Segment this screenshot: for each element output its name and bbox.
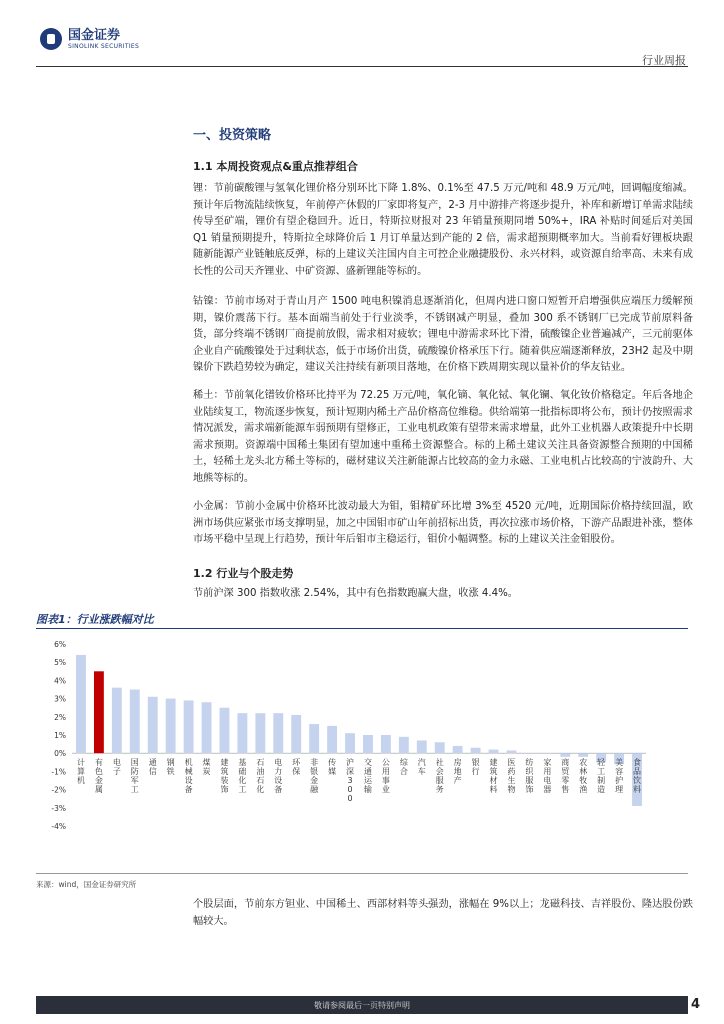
x-tick-label: 商贸零售	[561, 758, 570, 795]
section-title: 一、投资策略	[193, 128, 272, 143]
bar-19	[417, 740, 427, 753]
x-tick-label: 美容护理	[615, 758, 624, 795]
bar-13	[309, 724, 319, 753]
x-tick-label: 煤炭	[202, 758, 211, 777]
x-tick-label: 农林牧渔	[579, 758, 588, 795]
bar-25	[524, 753, 534, 754]
y-tick-label: 6%	[54, 640, 66, 649]
logo-name-en: SINOLINK SECURITIES	[68, 42, 140, 50]
bar-0	[76, 655, 86, 753]
logo-icon	[40, 28, 62, 50]
x-tick-label: 家用电器	[543, 758, 552, 795]
y-tick-label: 3%	[54, 694, 66, 704]
subsection-title-2: 1.2 行业与个股走势	[193, 567, 294, 580]
x-tick-label: 社会服务	[435, 758, 444, 795]
bar-8	[220, 708, 230, 754]
subsection-title-1: 1.1 本周投资观点&重点推荐组合	[193, 160, 358, 173]
y-tick-label: -2%	[51, 785, 66, 795]
y-tick-label: 2%	[54, 712, 66, 722]
x-tick-label: 食品饮料	[633, 758, 642, 795]
figure-source: 来源：wind，国金证券研究所	[36, 880, 137, 889]
x-tick-label: 环保	[292, 758, 301, 777]
paragraph-stocks: 个股层面，节前东方钽业、中国稀土、西部材料等头强劲，涨幅在 9%以上；龙磁科技、吉祥股份、隆达股份跌幅较大。	[193, 899, 693, 927]
bar-26	[542, 753, 552, 754]
x-tick-label: 通信	[148, 758, 157, 777]
y-tick-label: -3%	[51, 803, 66, 813]
logo-name-cn: 国金证券	[68, 27, 121, 43]
y-tick-label: -1%	[51, 767, 66, 777]
page-number: 4	[690, 997, 700, 1012]
footer-disclaimer: 敬请参阅最后一页特别声明	[314, 1001, 410, 1010]
y-tick-label: 5%	[54, 658, 66, 668]
paragraph-nickel: 钴镍：节前市场对于青山月产 1500 吨电积镍消息逐渐消化，但周内进口窗口短暂开启增强供应端压力缓解预期，镍价震荡下行。基本面端当前处于行业淡季，不锈钢减产明显，叠加 300 系不锈钢厂已完成节前原料备货，部分终端不锈钢厂商提前放假，需求相对疲软；锂电中游需求环比下滑，硫酸镍企业普遍减产，三元前驱体企业自产硫酸镍处于过剩状态，低于市场价出货，硫酸镍价格承压下行。随着供应端逐渐释放，23H2 起及中期镍价下跌趋势较为确定，建议关注持续有新项目落地，在价格下跌周期实现以量补价的华友钴业。	[193, 296, 693, 374]
x-tick-label: 电子	[112, 758, 121, 777]
x-tick-label: 公用事业	[381, 758, 390, 795]
report-type: 行业周报	[642, 54, 686, 67]
header-divider	[36, 66, 688, 67]
x-tick-label: 钢铁	[166, 758, 175, 777]
company-logo	[40, 28, 139, 50]
bar-9	[237, 713, 247, 753]
paragraph-lithium: 锂：节前碳酸锂与氢氧化锂价格分别环比下降 1.8%、0.1%至 47.5 万元/吨和 48.9 万元/吨，回调幅度缩减。预计年后物流陆续恢复，年前停产休假的厂家即将复产，2-3 月中游排产将逐步提升，补库和新增订单需求陆续传导至矿端，锂价有望企稳回升。近日，特斯拉财报对 23 年销量预期同增 50%+，IRA 补贴时间延后对美国 Q1 销量预期提升，特斯拉全球降价后 1 月订单量达到产能的 2 倍，需求超预期概率加大。当前看好锂板块跟随新能源产业链触底反弹，标的上建议关注国内自主可控企业融捷股份、永兴材料，或资源自给率高、未来有成长性的公司天齐锂业、中矿资源、盛新锂能等标的。	[193, 183, 693, 277]
y-tick-label: 1%	[54, 731, 66, 740]
x-tick-label: 房地产	[453, 758, 462, 786]
bar-11	[273, 713, 283, 753]
bar-14	[327, 726, 337, 753]
y-tick-label: -4%	[51, 822, 66, 831]
x-tick-label: 机械设备	[184, 758, 193, 795]
paragraph-rare-earth: 稀土：节前氧化镨钕价格环比持平为 72.25 万元/吨，氧化镝、氧化铽、氧化镧、氧化钕价格稳定。年后各地企业陆续复工，物流逐步恢复，预计短期内稀土产品价格高位维稳。供给端第一批指标即将公布，预计仍按照需求情况派发，需求端新能源车弱预期有望修正，工业电机政策有望带来需求增量，此外工业机器人政策提升中长期需求预期。资源端中国稀土集团有望加速中重稀土资源整合。标的上稀土建议关注具备资源整合预期的中国稀土，轻稀土龙头北方稀土等标的，磁材建议关注新能源占比较高的金力永磁、工业电机占比较高的宁波韵升、大地熊等标的。	[193, 390, 693, 484]
x-tick-label: 计算机	[76, 758, 85, 786]
figure-title: 图表1：行业涨跌幅对比	[36, 613, 154, 626]
x-tick-label: 沪深 3 0 0	[346, 758, 355, 804]
bar-21	[453, 746, 463, 753]
bar-6	[184, 700, 194, 753]
bar-3	[130, 690, 140, 754]
y-tick-label: 4%	[54, 676, 66, 686]
bar-12	[291, 715, 301, 753]
bar-2	[112, 688, 122, 754]
x-tick-label: 综合	[399, 758, 408, 777]
paragraph-minor-metals: 小金属：节前小金属中价格环比波动最大为钼，钼精矿环比增 3%至 4520 元/吨，近期国际价格持续回温，欧洲市场供应紧张市场支撑明显，加之中国钼市矿山年前招标出货，再次拉涨市场价格，下游产品跟进补涨，整体市场平稳中呈现上行趋势，预计年后钼市主稳运行，钼价小幅调整。标的上建议关注金钼股份。	[193, 501, 693, 546]
bar-24	[507, 750, 517, 753]
bar-23	[489, 750, 499, 754]
bar-1	[94, 671, 104, 753]
figure-top-rule	[36, 628, 688, 629]
paragraph-index: 节前沪深 300 指数收涨 2.54%，其中有色指数跑赢大盘，收涨 4.4%。	[193, 588, 518, 599]
x-tick-label: 有色金属	[94, 758, 103, 795]
bar-5	[166, 699, 176, 754]
x-tick-label: 轻工制造	[597, 758, 606, 795]
bar-17	[381, 735, 391, 753]
x-tick-label: 汽车	[417, 758, 426, 777]
bar-18	[399, 737, 409, 753]
x-tick-label: 建筑材料	[489, 758, 498, 795]
bar-16	[363, 735, 373, 753]
bar-4	[148, 697, 158, 753]
industry-change-chart	[36, 632, 688, 872]
bar-22	[471, 748, 481, 753]
x-tick-label: 基础化工	[238, 758, 247, 795]
x-tick-label: 石油石化	[256, 758, 265, 795]
x-tick-label: 非银金融	[310, 758, 319, 795]
x-tick-label: 国防军工	[130, 758, 139, 795]
bar-10	[255, 713, 265, 753]
bar-27	[560, 753, 570, 757]
bar-20	[435, 742, 445, 753]
x-tick-label: 传媒	[328, 758, 337, 777]
bar-7	[202, 702, 212, 753]
x-tick-label: 电力设备	[274, 758, 283, 795]
bar-15	[345, 733, 355, 753]
x-tick-label: 建筑装饰	[220, 758, 229, 795]
y-tick-label: 0%	[54, 749, 66, 759]
x-tick-label: 银行	[471, 758, 480, 777]
x-tick-label: 医药生物	[507, 758, 516, 795]
x-tick-label: 纺织服饰	[525, 758, 534, 795]
bar-28	[578, 753, 588, 757]
x-tick-label: 交通运输	[363, 758, 372, 795]
figure-bottom-rule	[36, 873, 688, 874]
